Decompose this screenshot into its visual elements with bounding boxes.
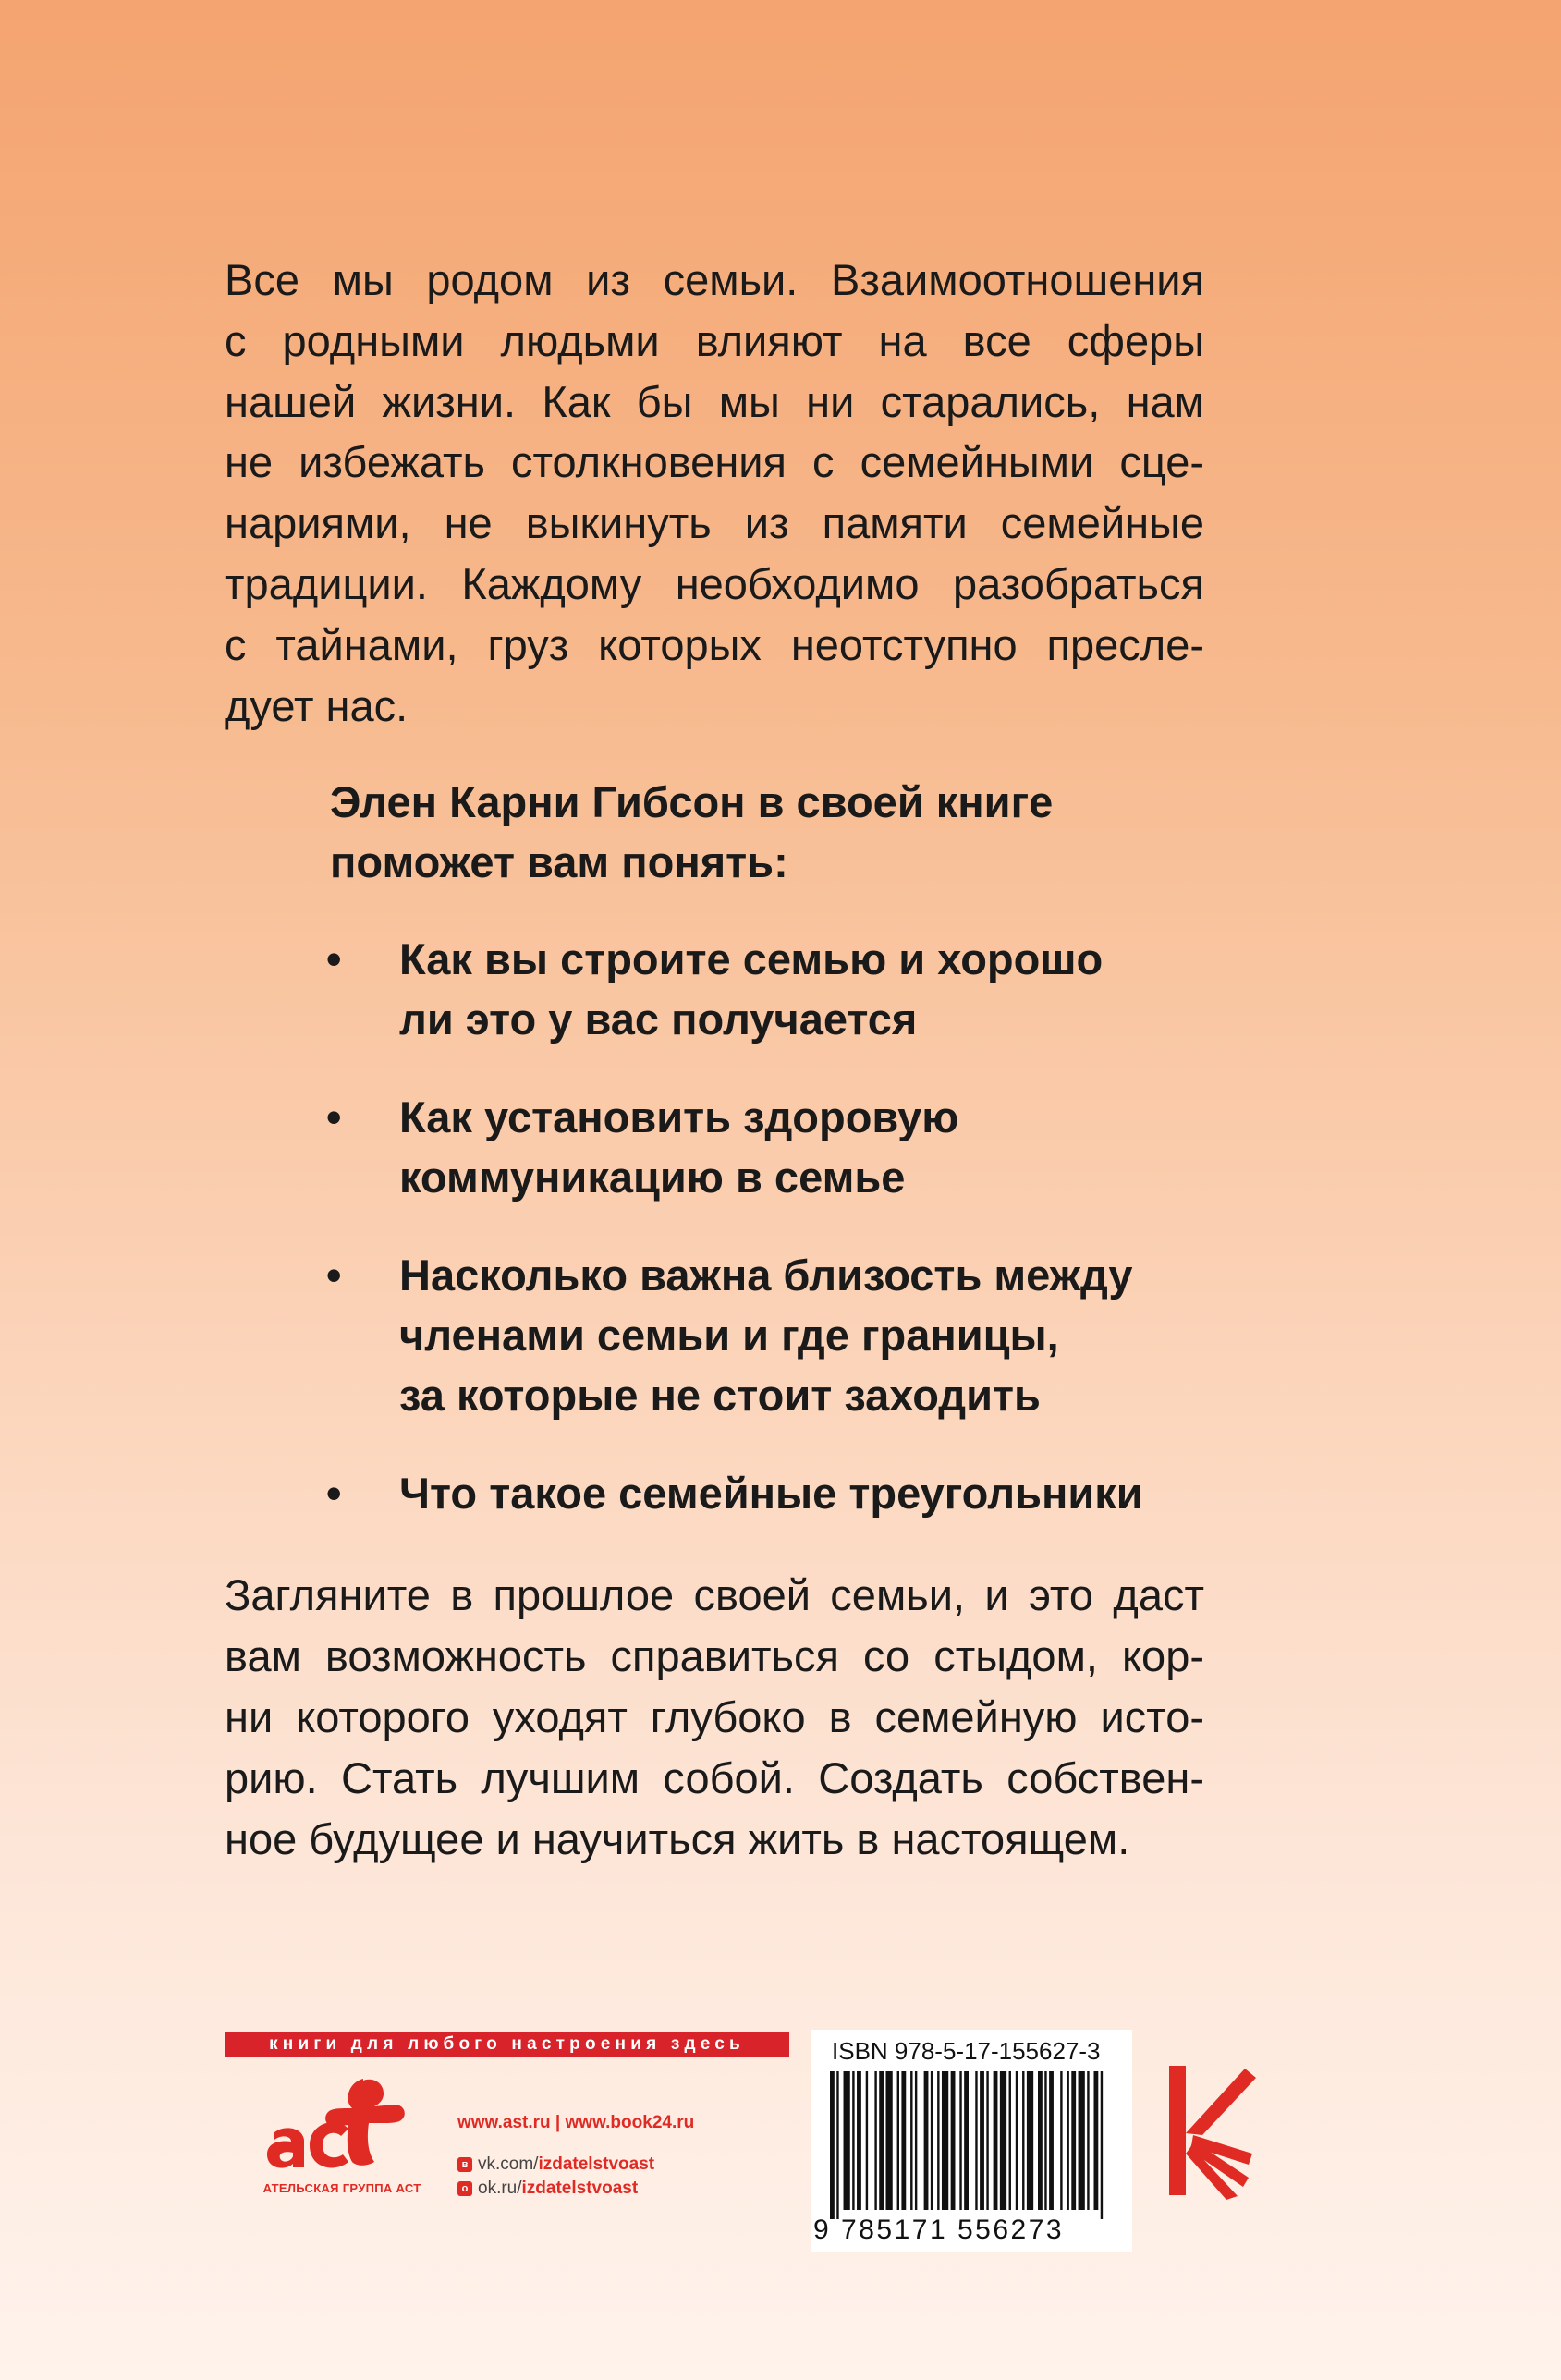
barcode-bar: [830, 2071, 835, 2219]
list-item-line: Как установить здоровую: [399, 1092, 959, 1141]
barcode-bar: [975, 2071, 977, 2210]
list-item: [323, 929, 1229, 1049]
barcode-bar: [1044, 2071, 1046, 2210]
website-links[interactable]: www.ast.ru | www.book24.ru: [457, 2113, 695, 2132]
benefits-list: [323, 929, 1229, 1561]
barcode-bar: [866, 2071, 868, 2210]
list-item: [323, 1087, 1229, 1207]
list-item-line: коммуникацию в семье: [399, 1153, 906, 1202]
ok-link[interactable]: [457, 2177, 790, 2201]
barcode-bar: [857, 2071, 861, 2210]
barcode-panel: [811, 2030, 1132, 2252]
vk-prefix: vk.com/: [478, 2154, 539, 2174]
intro-line: нашей жизни. Как бы мы ни старались, нам: [225, 376, 1204, 426]
ok-icon: о: [457, 2181, 472, 2196]
barcode-icon: [830, 2071, 1107, 2219]
intro-paragraph: [225, 250, 1204, 736]
barcode-bar: [1079, 2071, 1085, 2210]
list-item-line: Как вы строите семью и хорошо: [399, 934, 1104, 983]
barcode-bar: [942, 2071, 948, 2210]
ok-handle: izdatelstvoast: [521, 2179, 639, 2198]
intro-line: не избежать столкновения с семейными сце-: [225, 437, 1204, 487]
vk-handle: izdatelstvoast: [538, 2154, 655, 2174]
bullet-icon: •: [326, 1469, 342, 1518]
intro-line: с тайнами, груз которых неотступно пресле-: [225, 619, 1204, 669]
barcode-bar: [1093, 2071, 1098, 2210]
barcode-bar: [986, 2071, 988, 2210]
barcode-bar: [1022, 2071, 1024, 2210]
outro-line: рию. Стать лучшим собой. Создать собствен-: [225, 1753, 1204, 1802]
outro-line: ное будущее и научиться жить в настоящем.: [225, 1814, 1130, 1863]
lead-line: Элен Карни Гибсон в своей книге: [330, 777, 1054, 826]
barcode-bar: [897, 2071, 899, 2210]
ok-prefix: ok.ru/: [478, 2179, 522, 2198]
slogan-bar: книги для любого настроения здесь: [225, 2032, 789, 2057]
outro-line: вам возможность справиться со стыдом, кор-: [225, 1631, 1204, 1680]
publisher-contacts: [457, 2113, 790, 2201]
barcode-bar: [931, 2071, 933, 2210]
barcode-bar: [959, 2071, 961, 2210]
outro-line: ни которого уходят глубоко в семейную исто-: [225, 1692, 1204, 1741]
list-item-line: Что такое семейные треугольники: [399, 1469, 1143, 1518]
list-item-line: членами семьи и где границы,: [399, 1311, 1059, 1360]
intro-line: нариями, не выкинуть из памяти семейные: [225, 498, 1204, 548]
vk-link[interactable]: [457, 2153, 790, 2177]
list-item-line: за которые не стоит заходить: [399, 1371, 1041, 1420]
lead-heading: [330, 772, 1217, 892]
barcode-bar: [937, 2071, 939, 2210]
ast-caption: АТЕЛЬСКАЯ ГРУППА АСТ: [262, 2181, 421, 2195]
barcode-bar: [1027, 2071, 1033, 2210]
list-item-line: Насколько важна близость между: [399, 1251, 1133, 1300]
barcode-bar: [964, 2071, 969, 2210]
intro-line: с родными людьми влияют на все сферы: [225, 315, 1204, 365]
isbn-label: ISBN 978-5-17-155627-3: [832, 2037, 1101, 2065]
bullet-icon: •: [326, 1251, 342, 1300]
barcode-bar: [1038, 2071, 1043, 2210]
vk-icon: в: [457, 2157, 472, 2172]
barcode-bar: [1067, 2071, 1068, 2210]
barcode-bar: [852, 2071, 854, 2210]
list-item: [323, 1463, 1229, 1523]
barcode-bar: [1009, 2071, 1011, 2210]
lead-line: поможет вам понять:: [330, 837, 788, 886]
barcode-number: 9 785171 556273: [813, 2215, 1065, 2245]
barcode-bar: [879, 2071, 884, 2210]
bullet-icon: •: [326, 934, 342, 983]
barcode-bar: [1087, 2071, 1089, 2210]
barcode-bar: [910, 2071, 912, 2210]
barcode-bar: [901, 2071, 906, 2210]
barcode-bar: [1060, 2071, 1062, 2210]
barcode-bar: [1071, 2071, 1076, 2210]
barcode-bar: [1101, 2071, 1103, 2219]
barcode-bar: [1049, 2071, 1054, 2210]
list-item: [323, 1245, 1229, 1425]
k-logo: [1160, 2061, 1262, 2200]
barcode-bar: [1000, 2071, 1006, 2210]
barcode-bar: [836, 2071, 838, 2219]
intro-line: традиции. Каждому необходимо разобраться: [225, 558, 1204, 608]
barcode-bar: [844, 2071, 850, 2210]
barcode-bar: [994, 2071, 998, 2210]
intro-line: Все мы родом из семьи. Взаимоотношения: [225, 255, 1204, 304]
barcode-bar: [980, 2071, 984, 2210]
barcode-bar: [915, 2071, 917, 2210]
list-item-line: ли это у вас получается: [399, 995, 918, 1044]
barcode-bar: [1016, 2071, 1018, 2210]
outro-paragraph: [225, 1565, 1204, 1870]
barcode-bar: [885, 2071, 892, 2210]
barcode-bar: [874, 2071, 876, 2210]
barcode-bar: [951, 2071, 956, 2210]
barcode-bar: [924, 2071, 929, 2210]
intro-line: дует нас.: [225, 680, 409, 730]
bullet-icon: •: [326, 1092, 342, 1141]
ast-logo: [262, 2075, 414, 2177]
outro-line: Загляните в прошлое своей семьи, и это даст: [225, 1570, 1204, 1619]
